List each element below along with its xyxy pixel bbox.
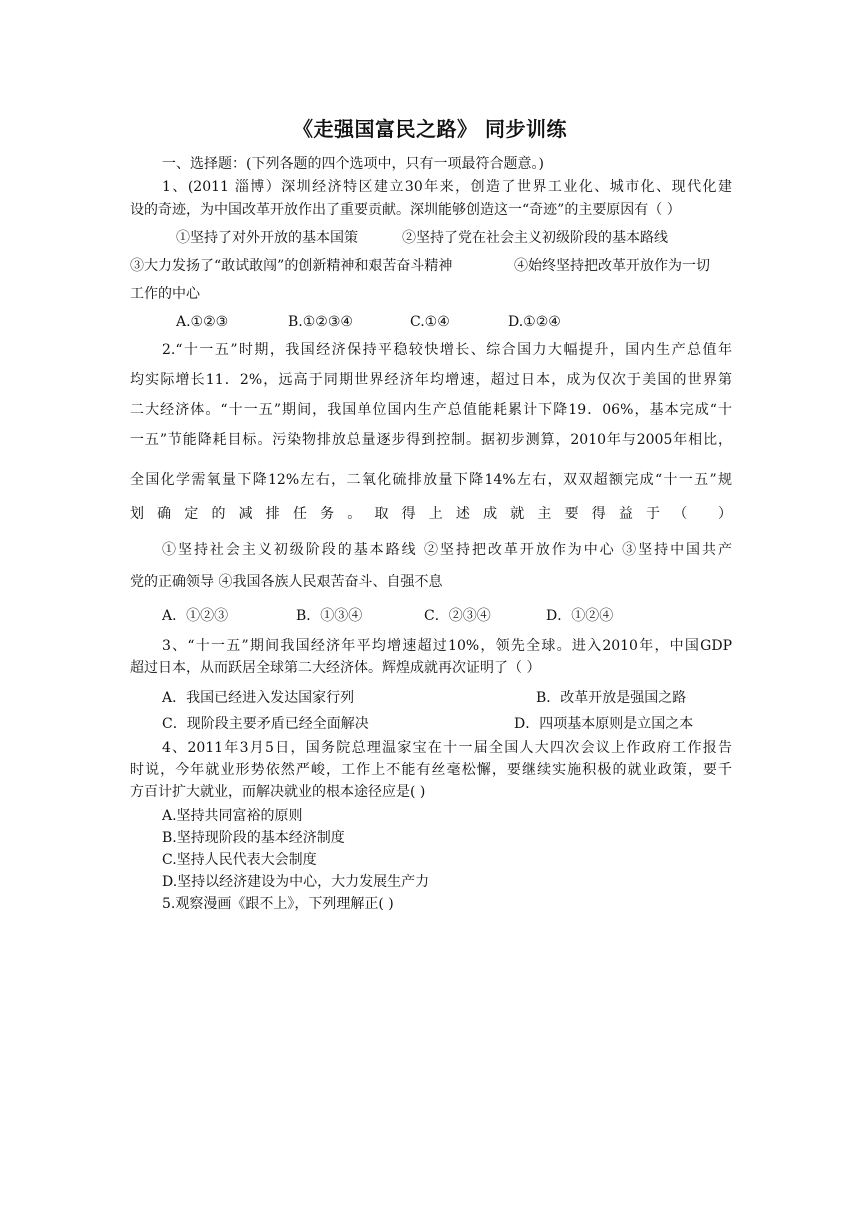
q3-stem-line-1: 3、“十一五”期间我国经济年平均增速超过10%，领先全球。进入2010年，中国GDP: [162, 638, 732, 654]
q2-items-line-2: 党的正确领导 ④我国各族人民艰苦奋斗、自强不息: [130, 574, 443, 590]
q4-stem-line-1: 4、2011年3月5日，国务院总理温家宝在十一届全国人大四次会议上作政府工作报告: [162, 740, 732, 756]
q4-option-d: D.坚持以经济建设为中心，大力发展生产力: [162, 874, 430, 890]
q2-option-d: D．①②④: [546, 608, 614, 624]
q2-stem-line-2: 均实际增长11．2%，远高于同期世界经济年均增速，超过日本，成为仅次于美国的世界第: [130, 372, 732, 388]
q1-option-a: A.①②③: [176, 314, 229, 330]
q4-stem-line-3: 方百计扩大就业，而解决就业的根本途径应是( ): [130, 784, 426, 800]
q1-stem-line-2: 设的奇迹，为中国改革开放作出了重要贡献。深圳能够创造这一“奇迹”的主要原因有（ ）: [130, 202, 681, 218]
q4-option-c: C.坚持人民代表大会制度: [162, 852, 317, 868]
q1-option-b: B.①②③④: [288, 314, 353, 330]
q1-item-1: ①坚持了对外开放的基本国策: [176, 230, 358, 246]
q2-items-line-1: ①坚持社会主义初级阶段的基本路线 ②坚持把改革开放作为中心 ③坚持中国共产: [162, 542, 732, 558]
q1-stem-line-1: 1、(2011 淄博）深圳经济特区建立30年来，创造了世界工业化、城市化、现代化建: [162, 179, 732, 195]
q1-item-4: ④始终坚持把改革开放作为一切: [514, 258, 710, 274]
q4-stem-line-2: 时说，今年就业形势依然严峻，工作上不能有丝毫松懈，要继续实施积极的就业政策，要千: [130, 762, 732, 778]
q1-item-3: ③大力发扬了“敢试敢闯”的创新精神和艰苦奋斗精神: [130, 258, 453, 274]
q1-item-2: ②坚持了党在社会主义初级阶段的基本路线: [402, 230, 668, 246]
page-title: 《走强国富民之路》 同步训练: [293, 117, 567, 141]
q5-stem: 5.观察漫画《跟不上》，下列理解正( ): [162, 896, 394, 912]
q3-option-a: A．我国已经进入发达国家行列: [162, 690, 355, 706]
q3-option-b: B．改革开放是强国之路: [536, 690, 687, 706]
q2-stem-line-7: 划确定的减排任务。取得上述成就主要得益于（ ）: [130, 506, 732, 522]
q4-option-a: A.坚持共同富裕的原则: [162, 808, 303, 824]
q3-option-d: D．四项基本原则是立国之本: [514, 716, 694, 732]
q1-option-d: D.①②④: [508, 314, 561, 330]
q2-option-c: C．②③④: [424, 608, 491, 624]
q1-option-c: C.①④: [410, 314, 450, 330]
q2-stem-line-4: 一五”节能降耗目标。污染物排放总量逐步得到控制。据初步测算，2010年与2005年相比，: [130, 432, 732, 448]
q4-option-b: B.坚持现阶段的基本经济制度: [162, 830, 345, 846]
q2-option-b: B．①③④: [296, 608, 363, 624]
q2-stem-line-5: 全国化学需氧量下降12%左右，二氧化硫排放量下降14%左右，双双超额完成“十一五”规: [130, 472, 732, 488]
q3-option-c: C．现阶段主要矛盾已经全面解决: [162, 716, 369, 732]
q3-stem-line-2: 超过日本，从而跃居全球第二大经济体。辉煌成就再次证明了（ ）: [130, 660, 541, 676]
q2-stem-line-3: 二大经济体。“十一五”期间，我国单位国内生产总值能耗累计下降19．06%，基本完成“十: [130, 402, 732, 418]
q2-stem-line-1: 2.“十一五”时期，我国经济保持平稳较快增长、综合国力大幅提升，国内生产总值年: [162, 342, 732, 358]
section-heading: 一、选择题：(下列各题的四个选项中，只有一项最符合题意。): [162, 156, 544, 172]
q1-item-4-cont: 工作的中心: [130, 286, 200, 302]
q2-option-a: A．①②③: [162, 608, 229, 624]
